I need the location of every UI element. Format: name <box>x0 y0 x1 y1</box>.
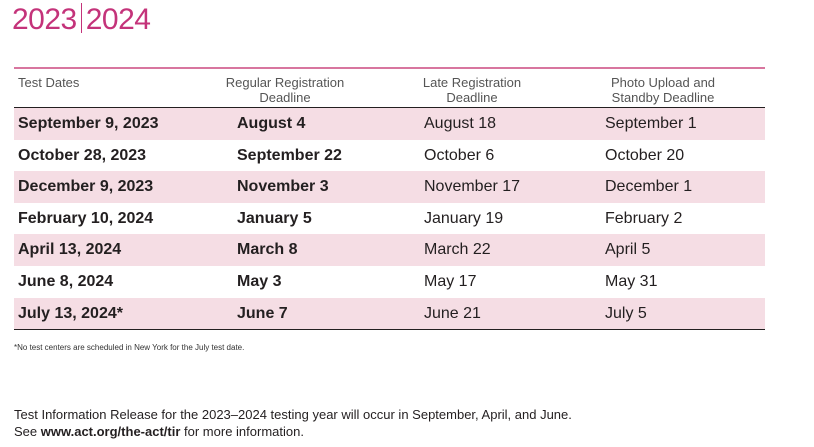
tir-link[interactable]: www.act.org/the-act/tir <box>40 424 181 439</box>
header-regular-line1: Regular Registration <box>225 75 345 90</box>
photo-deadline-cell: December 1 <box>605 178 693 196</box>
year-start: 2023 <box>12 3 77 36</box>
test-date-cell: February 10, 2024 <box>18 209 154 227</box>
late-deadline-cell: June 21 <box>424 304 481 322</box>
table-row <box>14 298 765 331</box>
header-late-line1: Late Registration <box>422 75 522 90</box>
tir-info-prefix: See <box>14 424 41 439</box>
table-header <box>14 69 765 108</box>
regular-deadline-cell: November 3 <box>237 178 329 196</box>
regular-deadline-cell: January 5 <box>237 209 312 227</box>
header-regular-deadline <box>205 75 365 105</box>
photo-deadline-cell: May 31 <box>605 272 658 290</box>
title-divider <box>81 3 82 33</box>
page-title <box>12 2 151 38</box>
photo-deadline-cell: October 20 <box>605 146 685 164</box>
late-deadline-cell: March 22 <box>424 241 491 259</box>
test-date-cell: December 9, 2023 <box>18 178 154 196</box>
photo-deadline-cell: September 1 <box>605 115 697 132</box>
table-row <box>14 266 765 298</box>
test-date-cell: June 8, 2024 <box>18 272 114 290</box>
tir-info-text <box>14 406 572 440</box>
table-row <box>14 171 765 203</box>
header-late-deadline <box>402 75 542 105</box>
late-deadline-cell: January 19 <box>424 209 504 227</box>
table-row <box>14 234 765 266</box>
test-date-schedule-table <box>14 67 765 330</box>
regular-deadline-cell: September 22 <box>237 146 342 164</box>
header-regular-line2: Deadline <box>259 90 311 105</box>
year-end: 2024 <box>85 3 151 36</box>
header-test-dates: Test Dates <box>18 75 80 90</box>
regular-deadline-cell: June 7 <box>237 304 288 322</box>
footnote: *No test centers are scheduled in New York for the July test date. <box>14 343 245 352</box>
header-late-line2: Deadline <box>446 90 498 105</box>
late-deadline-cell: August 18 <box>424 115 497 132</box>
tir-info-line2 <box>14 423 572 440</box>
regular-deadline-cell: May 3 <box>237 272 282 290</box>
late-deadline-cell: October 6 <box>424 146 495 164</box>
header-photo-line2: Standby Deadline <box>611 90 715 105</box>
photo-deadline-cell: April 5 <box>605 241 651 259</box>
regular-deadline-cell: March 8 <box>237 241 298 259</box>
test-date-cell: July 13, 2024* <box>18 304 123 322</box>
test-date-cell: April 13, 2024 <box>18 241 122 259</box>
late-deadline-cell: November 17 <box>424 178 521 196</box>
late-deadline-cell: May 17 <box>424 272 477 290</box>
tir-info-line1: Test Information Release for the 2023–2024 testing year will occur in September, April, and June. <box>14 407 572 422</box>
table-row <box>14 108 765 140</box>
test-date-cell: October 28, 2023 <box>18 146 147 164</box>
header-photo-line1: Photo Upload and <box>610 75 716 90</box>
photo-deadline-cell: July 5 <box>605 304 647 322</box>
tir-info-suffix: for more information. <box>180 424 304 439</box>
header-photo-deadline <box>588 75 738 105</box>
test-date-cell: September 9, 2023 <box>18 115 159 132</box>
photo-deadline-cell: February 2 <box>605 209 683 227</box>
table-row <box>14 140 765 172</box>
regular-deadline-cell: August 4 <box>237 115 306 132</box>
table-row <box>14 203 765 235</box>
